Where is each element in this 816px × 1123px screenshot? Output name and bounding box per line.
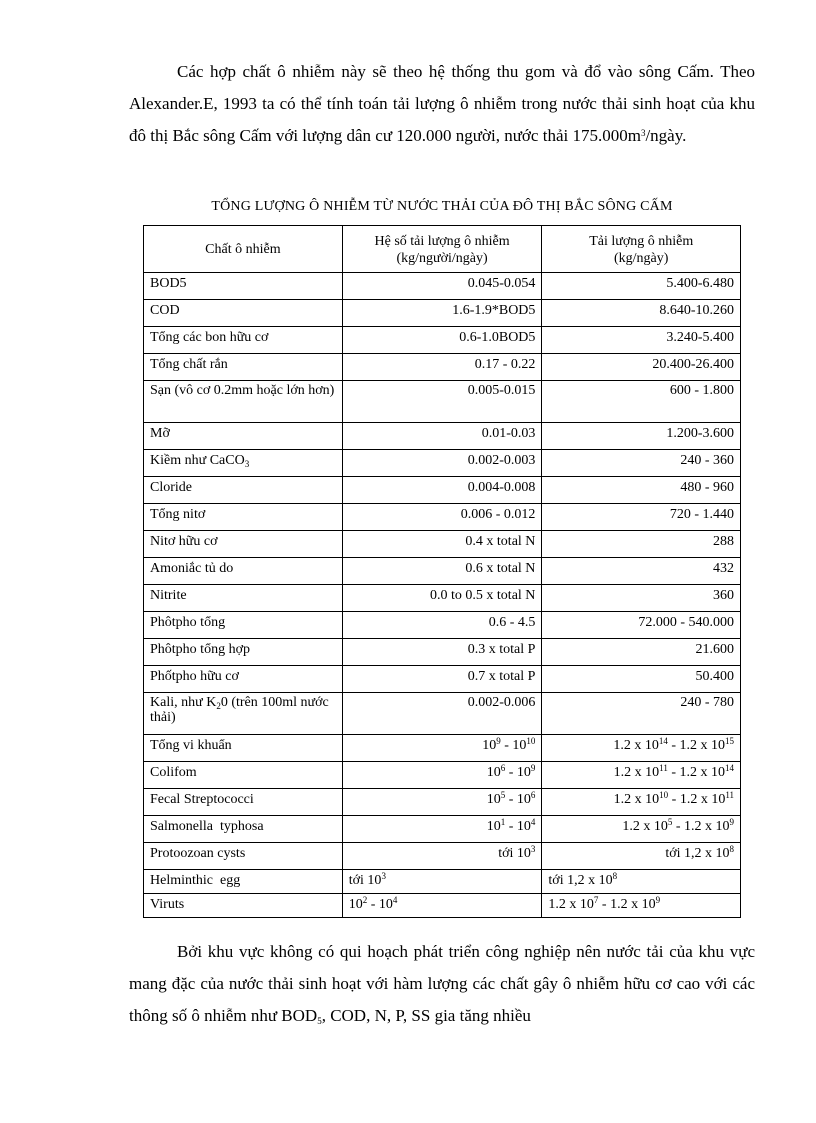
table-row: Colifom $10^6 - 10^9$ 1.2 x $10^{11} - 1.2$ x $10^{14}$ [144,762,741,789]
closing-text: Bởi khu vực không có qui hoạch phát triển công nghiệp nên nước tải của khu vực mang đặc của nước thải sinh hoạt với hàm lượng các chất gây ô nhiễm hữu cơ cao với các thông số ô nhiễm như BOD [129,942,755,1025]
closing-paragraph [129,936,755,1032]
table-row: Tổng các bon hữu cơ 0.6-1.0BOD5 3.240-5.400 [144,327,741,354]
table-row: Phốtpho hữu cơ 0.7 x total P 50.400 [144,666,741,693]
header-load: Tải lượng ô nhiễm (kg/ngày) [542,226,741,273]
table-row: COD 1.6-1.9*BOD5 8.640-10.260 [144,300,741,327]
table-row: Helminthic egg tới $10^3$ tới 1,2 x $10^8$ [144,870,741,894]
table-row: Mỡ 0.01-0.03 1.200-3.600 [144,423,741,450]
intro-paragraph [129,56,755,152]
table-row: Fecal Streptococci $10^5 - 10^6$ 1.2 x $10^{10} - 1.2$ x $10^{11}$ [144,789,741,816]
header-coefficient: Hệ số tải lượng ô nhiễm (kg/người/ngày) [342,226,542,273]
table-row: Phôtpho tổng hợp 0.3 x total P 21.600 [144,639,741,666]
table-title: TỔNG LƯỢNG Ô NHIỄM TỪ NƯỚC THẢI CỦA ĐÔ THỊ BẮC SÔNG CẤM [211,199,673,214]
table-row: Nitrite 0.0 to 0.5 x total N 360 [144,585,741,612]
header-pollutant: Chất ô nhiễm [144,226,343,273]
intro-text: Các hợp chất ô nhiễm này sẽ theo hệ thống thu gom và đổ vào sông Cấm. Theo Alexander.E, 1993 ta có thể tính toán tải lượng ô nhiễm trong nước thải sinh hoạt của khu đô thị Bắc sông Cấm với lượng dân cư 120.000 người, nước thải 175.000m [129,62,755,145]
table-row: Nitơ hữu cơ 0.4 x total N 288 [144,531,741,558]
table-row: Tổng vi khuẩn $10^9 - 10^{10}$ 1.2 x $10^{14} - 1.2$ x $10^{15}$ [144,735,741,762]
table-row: BOD5 0.045-0.054 5.400-6.480 [144,273,741,300]
table-header-row [144,226,741,273]
table-row: Cloride 0.004-0.008 480 - 960 [144,477,741,504]
table-row: Salmonella typhosa $10^1 - 10^4$ 1.2 x $10^5 - 1.2$ x $10^9$ [144,816,741,843]
table-row: Sạn (vô cơ 0.2mm hoặc lớn hơn) 0.005-0.015 600 - 1.800 [144,381,741,423]
table-row: Phôtpho tổng 0.6 - 4.5 72.000 - 540.000 [144,612,741,639]
table-row: Tổng chất rắn 0.17 - 0.22 20.400-26.400 [144,354,741,381]
table-row: Amoniắc tủ do 0.6 x total N 432 [144,558,741,585]
table-row: Tổng nitơ 0.006 - 0.012 720 - 1.440 [144,504,741,531]
table-row: Viruts $10^2 - 10^4$ 1.2 x $10^7 - 1.2$ x $10^9$ [144,894,741,918]
table-row: Protoozoan cysts tới $10^3$ tới 1,2 x $10^8$ [144,843,741,870]
bod-subscript: 5 [317,1016,322,1026]
closing-text-end: , COD, N, P, SS gia tăng nhiều [321,1006,531,1025]
table-row: Kali, như $K_20$ (trên 100ml nước thải) 0.002-0.006 240 - 780 [144,693,741,735]
cubic-superscript: 3 [640,128,646,138]
intro-text-end: /ngày. [645,126,687,145]
table-row: Kiềm như CaCO$_3$ 0.002-0.003 240 - 360 [144,450,741,477]
pollution-table [143,225,741,918]
